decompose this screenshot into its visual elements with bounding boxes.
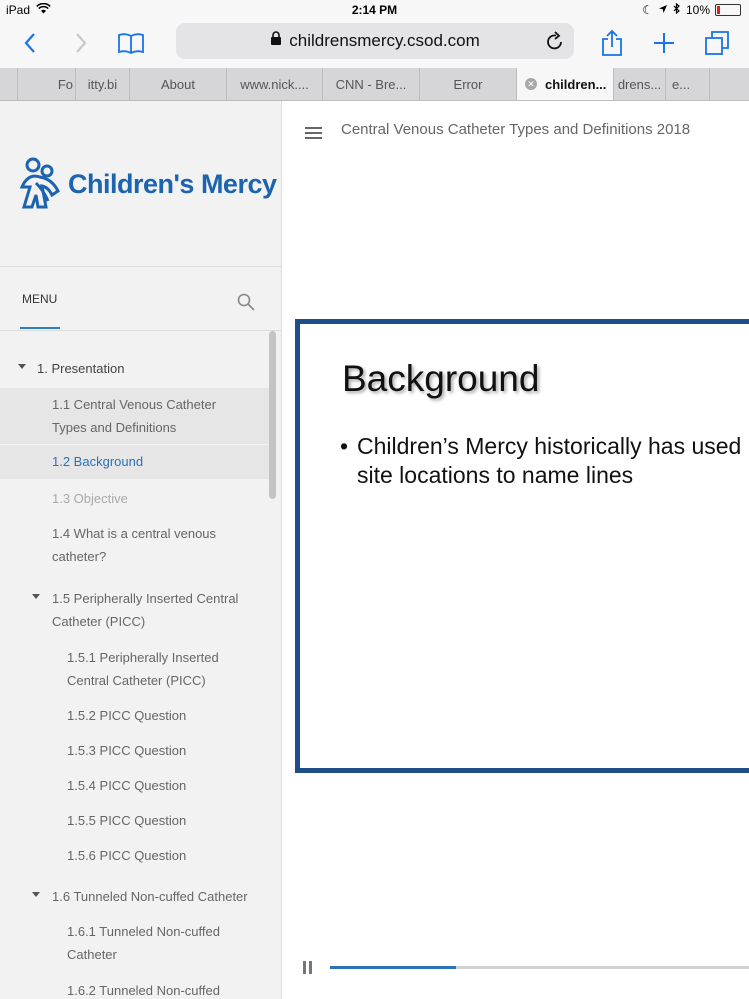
menu-item[interactable] — [0, 704, 271, 727]
menu-item[interactable] — [0, 979, 271, 999]
bullet-icon: • — [340, 433, 349, 459]
menu-item[interactable] — [0, 487, 271, 510]
menu-tab-indicator — [20, 327, 60, 329]
tab-9[interactable]: e... — [666, 68, 710, 100]
moon-icon: ☾ — [642, 3, 653, 17]
menu-item-label: 1.5.1 Peripherally Inserted Central Catheter (PICC) — [67, 650, 219, 688]
menu-item-label: 1.5.6 PICC Question — [67, 848, 187, 863]
tab-2[interactable]: itty.bi — [76, 68, 130, 100]
slide-title: Background — [342, 358, 540, 399]
menu-item-current[interactable] — [0, 445, 271, 479]
sidebar-scrollbar[interactable] — [269, 331, 276, 499]
slide-bullet — [340, 432, 741, 490]
menu-item[interactable] — [0, 920, 271, 966]
menu-item-label: 1.6 Tunneled Non-cuffed Catheter — [52, 889, 248, 904]
menu-item-label: 1.2 Background — [52, 454, 144, 469]
slide-bullet-line-1: Children’s Mercy historically has used — [357, 433, 742, 459]
course-title: Central Venous Catheter Types and Definitions 2018 — [341, 121, 691, 138]
location-icon — [658, 3, 668, 17]
tab-edge-right[interactable] — [710, 68, 749, 100]
hamburger-menu-icon[interactable] — [305, 127, 322, 142]
menu-item[interactable] — [0, 885, 271, 908]
brand-name: Children's Mercy — [68, 168, 277, 199]
tab-3[interactable]: About — [130, 68, 227, 100]
close-tab-icon[interactable]: ✕ — [525, 78, 537, 90]
clock: 2:14 PM — [351, 3, 398, 17]
new-tab-icon[interactable] — [649, 28, 679, 58]
logo-figure-icon — [18, 157, 64, 211]
back-icon[interactable] — [15, 28, 45, 58]
reload-icon[interactable] — [546, 31, 564, 56]
search-icon[interactable] — [237, 293, 255, 316]
menu-item-label: 1.5.4 PICC Question — [67, 778, 187, 793]
tab-strip — [0, 68, 749, 101]
bookmarks-icon[interactable] — [116, 28, 146, 58]
pause-icon[interactable] — [303, 961, 313, 974]
status-bar — [0, 0, 749, 20]
tab-8[interactable]: drens... — [614, 68, 666, 100]
url-text: childrensmercy.csod.com — [289, 31, 480, 50]
battery-icon — [715, 4, 741, 16]
caret-down-icon[interactable] — [18, 364, 26, 369]
forward-icon[interactable] — [66, 28, 96, 58]
menu-item-label: 1. Presentation — [37, 361, 125, 376]
menu-item-label: 1.4 What is a central venous catheter? — [52, 526, 217, 564]
caret-down-icon[interactable] — [32, 892, 40, 897]
menu-item[interactable] — [0, 844, 271, 867]
tab-4[interactable]: www.nick.... — [227, 68, 323, 100]
address-bar[interactable] — [176, 23, 574, 59]
menu-item-label: 1.5.5 PICC Question — [67, 813, 187, 828]
tab-1[interactable]: Fo — [18, 68, 76, 100]
bluetooth-icon — [673, 3, 681, 17]
menu-item[interactable] — [0, 522, 271, 568]
logo-area — [0, 101, 281, 267]
slide-frame — [295, 319, 749, 773]
menu-item-label: 1.6.1 Tunneled Non-cuffed Catheter — [67, 924, 220, 962]
menu-item-label: 1.5 Peripherally Inserted Central Catheter (PICC) — [52, 591, 239, 629]
menu-item[interactable] — [0, 388, 271, 444]
menu-header — [0, 267, 281, 331]
menu-item[interactable] — [0, 357, 271, 380]
tab-5[interactable]: CNN - Bre... — [323, 68, 420, 100]
lock-icon — [270, 31, 282, 51]
caret-down-icon[interactable] — [32, 594, 40, 599]
childrens-mercy-logo — [18, 157, 277, 211]
menu-item[interactable] — [0, 809, 271, 832]
progress-track[interactable] — [330, 966, 749, 969]
player-controls — [282, 953, 749, 983]
menu-item[interactable] — [0, 774, 271, 797]
tabs-overview-icon[interactable] — [702, 28, 732, 58]
slide-bullet-line-2: site locations to name lines — [357, 462, 634, 488]
tab-6[interactable]: Error — [420, 68, 517, 100]
device-name: iPad — [6, 3, 31, 17]
tab-active-label: children... — [545, 76, 607, 92]
tab-active[interactable] — [517, 68, 614, 100]
battery-level: 10% — [685, 3, 710, 17]
menu-item[interactable] — [0, 646, 271, 692]
menu-tab[interactable]: MENU — [22, 292, 58, 306]
menu-item-label: 1.6.2 Tunneled Non-cuffed — [67, 983, 220, 998]
menu-item-label: 1.5.3 PICC Question — [67, 743, 187, 758]
main-content — [282, 101, 749, 999]
course-sidebar — [0, 101, 282, 999]
menu-item-label: 1.1 Central Venous Catheter Types and Definitions — [52, 397, 217, 435]
browser-toolbar — [0, 20, 749, 68]
menu-item-label: 1.3 Objective — [52, 491, 128, 506]
menu-item-label: 1.5.2 PICC Question — [67, 708, 187, 723]
progress-fill — [330, 966, 456, 969]
share-icon[interactable] — [597, 28, 627, 58]
menu-item[interactable] — [0, 587, 271, 633]
menu-item[interactable] — [0, 739, 271, 762]
tab-edge[interactable] — [0, 68, 18, 100]
